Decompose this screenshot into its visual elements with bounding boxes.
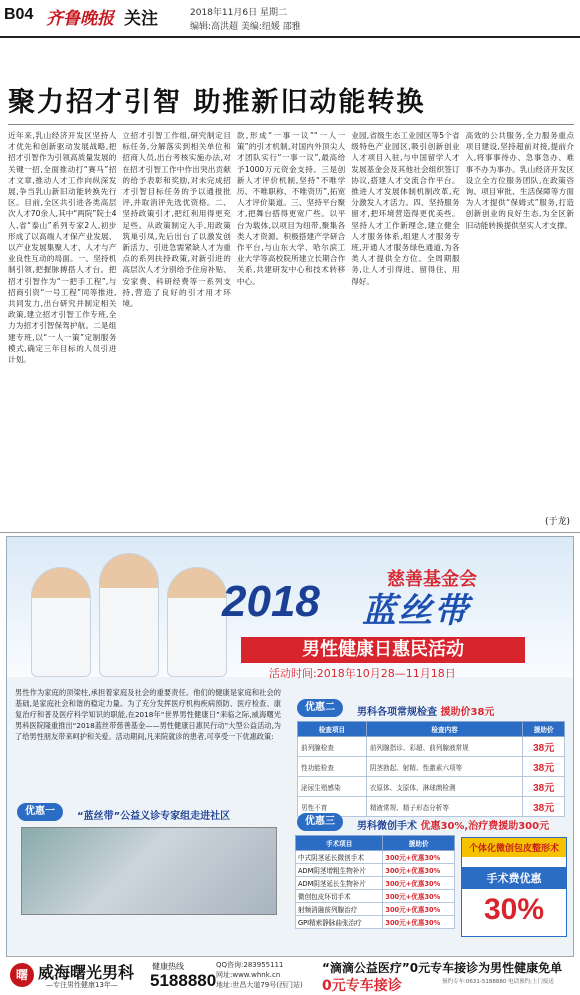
offer3-badge: 优惠三 xyxy=(297,813,343,831)
table-row xyxy=(298,737,565,757)
offer3-highlight-box xyxy=(461,837,567,937)
table-cell: ADM阴茎增粗生物补片 xyxy=(296,864,383,877)
table-row xyxy=(296,864,455,877)
table-cell: ADM阴茎延长生物补片 xyxy=(296,877,383,890)
table-cell: 300元+优惠30% xyxy=(383,851,455,864)
table-cell: 300元+优惠30% xyxy=(383,890,455,903)
table-row xyxy=(296,890,455,903)
table-cell: 300元+优惠30% xyxy=(383,877,455,890)
table-cell: 衣原体、支原体、淋球菌检测 xyxy=(366,777,523,797)
hospital-logo-icon: 曙 xyxy=(10,963,34,987)
promo-note: 预约专车:0631-5188880 电话预约;上门接送 xyxy=(442,979,554,985)
table-row xyxy=(296,877,455,890)
ad-year: 2018 xyxy=(222,577,320,626)
table-cell: 38元 xyxy=(523,777,565,797)
offer2-price: 援助价38元 xyxy=(440,707,495,718)
ad-intro: 男性作为家庭的顶梁柱,承担着家庭及社会的重要责任。他们的健康是家庭和社会的基础,是家庭社会和谐的稳定力量。为了充分发挥医疗机构疾病预防、医疗检查、康复治疗和普及医疗科学知识的职能,在2018年“世界男性健康日”来临之际,威海曙光男科医院隆重推出“2018蓝丝带慈善基金——男性健康日惠民行动”大型公益活动,为了给男性朋友带来呵护和关爱。活动期间,凡来院就诊的患者,可享受一下优惠政策: xyxy=(15,688,281,741)
hotline-number: 5188880 xyxy=(150,971,217,990)
offer2-title xyxy=(357,703,494,718)
page-number: B04 xyxy=(4,6,34,23)
offer3-title xyxy=(357,817,549,832)
table-cell: 300元+优惠30% xyxy=(383,916,455,929)
ad-footer xyxy=(6,956,574,992)
section-title: 关注 xyxy=(124,9,158,29)
table-cell: 男性不育 xyxy=(298,797,367,817)
article-headline: 聚力招才引智 助推新旧动能转换 xyxy=(8,87,426,118)
table-cell: 泌尿生殖感染 xyxy=(298,777,367,797)
table-cell: 300元+优惠30% xyxy=(383,864,455,877)
table-header: 手术项目 xyxy=(296,836,383,851)
doctor-photo xyxy=(99,553,159,677)
offer3-price: 优惠30%,治疗费援助300元 xyxy=(420,821,550,832)
table-cell: 前列腺指诊、彩超、前列腺液常规 xyxy=(366,737,523,757)
offer1-title: “蓝丝带”公益义诊专家组走进社区 xyxy=(77,811,231,822)
offer1-badge: 优惠一 xyxy=(17,803,63,821)
article-column: 业园,省级生态工业园区等5个省级特色产业园区,吸引创新创业人才项目入驻,与中国留学人才发展基金会及其他社会组织签订协议,搭建人才交流合作平台。推进人才发展体制机制改革,充分激发人才活力。四、坚持服务留才,把环境营造得更优美些。坚持人才工作新理念,建立健全人才服务体系,组建人才服务专班,开通人才服务绿色通道,为各类人才提供全方位、全周期服务,让人才引得进、留得住、用得好。 xyxy=(351,131,460,286)
table-cell: 300元+优惠30% xyxy=(383,903,455,916)
table-row xyxy=(298,777,565,797)
offer2-title-text: 男科各项常规检查 xyxy=(357,707,437,718)
offer3-box-sub: 手术费优惠 xyxy=(462,867,566,889)
headline-rule xyxy=(8,124,574,125)
ad-event-time: 活动时间:2018年10月28—11月18日 xyxy=(269,667,456,680)
table-cell: 38元 xyxy=(523,757,565,777)
offer3-box-percent: 30% xyxy=(483,893,545,926)
qq-info: QQ咨询:283955111 xyxy=(216,961,284,969)
table-header: 检查项目 xyxy=(298,722,367,737)
table-cell: 微创包皮环切手术 xyxy=(296,890,383,903)
doctor-photo xyxy=(31,567,91,677)
table-row xyxy=(296,851,455,864)
article-column: 款,形成“一事一议”“一人一策”的引才机制,对国内外顶尖人才团队实行“一事一议”,最高给予1000万元资金支持。三是创新人才评价机制,坚持“不唯学历、不唯职称、不唯资历”,拓宽人才评价渠道。三、坚持平台聚才,把舞台搭得更宽广些。以平台为载体,以项目为纽带,聚集各类人才资源。积极搭建产学研合作平台,与山东大学、哈尔滨工业大学等高校院所建立长期合作关系,共建研发中心和技术转移中心。 xyxy=(236,131,346,286)
hospital-name: 威海曙光男科 xyxy=(38,963,135,982)
ad-banner xyxy=(7,537,573,680)
table-cell: 射频消融前列腺治疗 xyxy=(296,903,383,916)
table-cell: 前列腺检查 xyxy=(298,737,367,757)
table-cell: 中式阴茎延长微创手术 xyxy=(296,851,383,864)
hospital-slogan: —专注男性健康13年— xyxy=(46,981,118,989)
ad-foundation: 慈善基金会 xyxy=(387,569,477,590)
promo-highlight: 0元专车接诊 xyxy=(322,978,402,994)
ad-event-title: 男性健康日惠民活动 xyxy=(241,637,525,663)
table-header: 检查内容 xyxy=(366,722,523,737)
doctor-photo xyxy=(167,567,227,677)
offer3-box-head: 个体化微创包皮整形术 xyxy=(462,838,566,857)
promo-line: “滴滴公益医疗”0元专车接诊为男性健康免单 xyxy=(322,961,563,975)
article-body xyxy=(8,130,574,530)
offer3-title-text: 男科微创手术 xyxy=(357,821,417,832)
website-info: 网址:www.whnk.cn xyxy=(216,971,281,979)
offer2-table xyxy=(297,721,565,817)
table-row xyxy=(298,757,565,777)
table-row xyxy=(296,903,455,916)
table-cell: GPI精索静脉曲张治疗 xyxy=(296,916,383,929)
table-cell: 精液常规、精子形态分析等 xyxy=(366,797,523,817)
advertisement xyxy=(6,536,574,960)
ad-brand-logo: 蓝丝带 xyxy=(362,591,470,631)
hotline-label: 健康热线 xyxy=(152,962,184,971)
section-divider xyxy=(0,532,580,533)
clinic-photo xyxy=(21,827,277,915)
table-header: 援助价 xyxy=(383,836,455,851)
table-cell: 38元 xyxy=(523,737,565,757)
newspaper-logo: 齐鲁晚报 xyxy=(46,9,114,29)
article-author: (于龙) xyxy=(544,517,570,527)
table-row xyxy=(296,916,455,929)
table-cell: 阴茎勃起、射精、性激素六项等 xyxy=(366,757,523,777)
offer2-badge: 优惠二 xyxy=(297,699,343,717)
editors-line: 编辑:高洪超 美编:纽媛 邵雅 xyxy=(190,22,301,32)
offer3-table xyxy=(295,835,455,929)
article-column: 立招才引智工作组,研究制定目标任务,分解落实到相关单位和招商人员,出台考核实施办法,对在招才引智工作中作出突出贡献的给予表彰和奖励,对未完成招才引智目标任务的予以通报批评,并取消评先选优资格。二、坚持政策引才,把红利用得更充足些。从政策制定入手,用政策筑巢引凤,先后出台了以激发创新活力、引进急需紧缺人才为重点的系列扶持政策,对新引进的高层次人才分别给予住房补贴、安家费、科研经费等一系列支持,营造了良好的引才用才环境。 xyxy=(122,131,231,309)
address-info: 地址:世昌大道79号(西门站) xyxy=(216,981,303,989)
page-header xyxy=(0,0,580,38)
date-line: 2018年11月6日 星期二 xyxy=(190,8,287,18)
table-cell: 38元 xyxy=(523,797,565,817)
table-header: 援助价 xyxy=(523,722,565,737)
table-cell: 性功能检查 xyxy=(298,757,367,777)
article-column: 高效的公共服务,全力服务重点项目建设,坚持超前对接,提前介入,将事事待办、急事急办、难事不办为事办。乳山经济开发区设立全方位服务团队,在政策咨询、项目审批、生活保障等方面为人才提供“保姆式”服务,打造创新创业的良好生态,为全区新旧动能转换提供坚实人才支撑。 xyxy=(465,131,575,230)
article-column: 近年来,乳山经济开发区坚持人才优先和创新驱动发展战略,把招才引智作为引领高质量发展的关键一招,全面推动打“赛马”招才文章,推动人才工作向纵深发展,争当乳山新旧动能转换先行区。目前,全区共引进各类高层次人才70余人,其中“两院”院士4人,省“泰山”系列专家2人,初步形成了以高端人才保产业发展、以产业发展集聚人才、人才与产业良性互动的局面。一、坚持机制引领,把握脉搏搭人才台。把招才引智作为“一把手工程”,与招商引资“一号工程”同等推进,共同发力,出台研究并制定相关政策,建立招才引智工作专班,全力为招才引智保驾护航。二是组建专班,以“一人一策”定制服务模式,确定三年目标的人员引进计划。 xyxy=(8,131,117,365)
